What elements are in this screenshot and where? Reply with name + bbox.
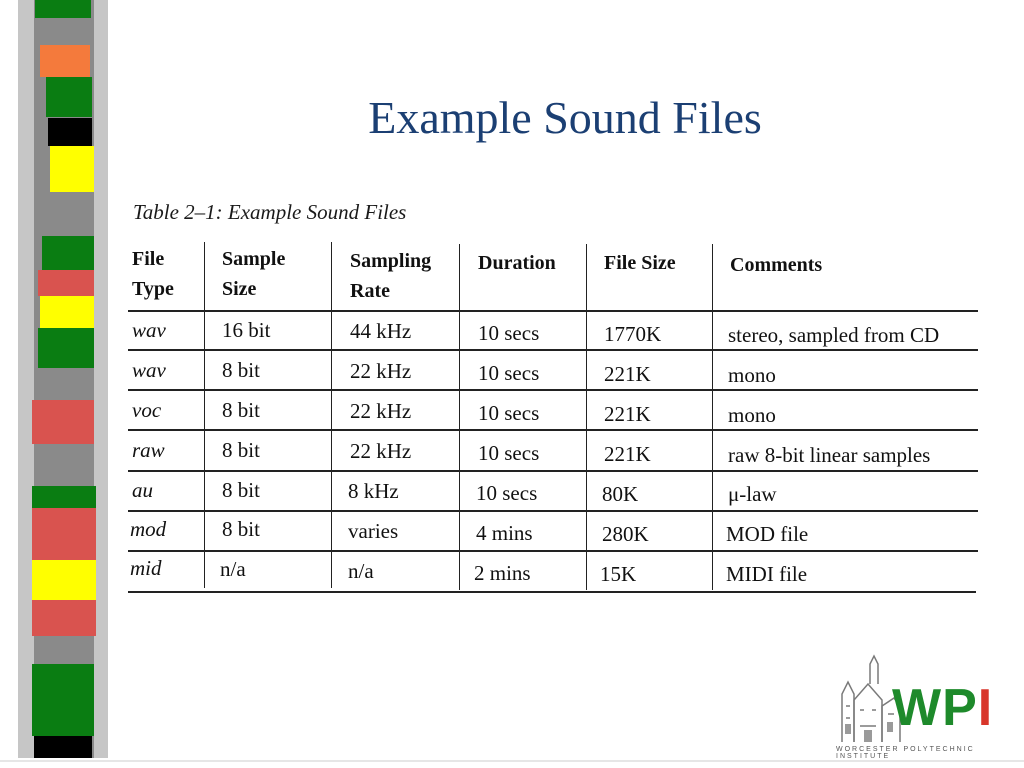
cell-duration: 10 secs: [478, 321, 540, 345]
cell-sample-size: 8 bit: [222, 478, 260, 502]
header-sampling-rate: [350, 246, 431, 306]
strip-segment-green: [46, 77, 92, 117]
cell-sampling-rate: 8 kHz: [348, 479, 399, 503]
row-rule: [128, 591, 976, 593]
cell-sample-size: 8 bit: [222, 438, 260, 462]
header-line: Sampling: [350, 250, 432, 272]
strip-segment-black: [34, 736, 92, 758]
header-line: Duration: [478, 252, 556, 274]
cell-file-type: voc: [132, 398, 162, 422]
header-comments: [730, 250, 822, 280]
cell-duration: 10 secs: [478, 401, 540, 425]
cell-sampling-rate: 44 kHz: [350, 319, 412, 343]
strip-segment-green: [32, 486, 96, 508]
row-rule: [128, 310, 978, 312]
cell-duration: 10 secs: [476, 481, 538, 505]
header-line: File: [132, 248, 165, 270]
strip-segment-red: [32, 600, 96, 636]
cell-duration: 10 secs: [478, 441, 540, 465]
strip-segment-green: [32, 664, 94, 736]
cell-file-type: mod: [130, 517, 167, 541]
header-sample-size: [222, 244, 285, 304]
row-rule: [128, 550, 978, 552]
strip-segment-black: [48, 118, 92, 146]
cell-file-size: 221K: [604, 402, 651, 426]
row-rule: [128, 349, 978, 351]
sound-files-table: [128, 242, 980, 598]
strip-segment-yellow: [50, 146, 94, 192]
slide-title: Example Sound Files: [368, 92, 762, 143]
cell-file-size: 221K: [604, 362, 651, 386]
cell-sample-size: n/a: [220, 557, 246, 581]
header-line: Type: [132, 278, 174, 300]
cell-file-size: 1770K: [604, 322, 662, 346]
cell-file-size: 280K: [602, 522, 649, 546]
header-line: Comments: [730, 254, 823, 276]
wpi-wordmark-red: I: [977, 679, 994, 737]
footer-rule: [0, 760, 1024, 762]
wpi-wordmark: [892, 680, 993, 736]
column-divider: [331, 242, 332, 588]
header-line: File Size: [604, 252, 676, 274]
header-file-type: [132, 244, 174, 304]
strip-segment-green: [35, 0, 91, 18]
header-line: Size: [222, 278, 257, 300]
strip-segment-yellow: [40, 296, 94, 328]
column-divider: [204, 242, 205, 588]
strip-segment-orange: [40, 45, 90, 77]
wpi-tagline: WORCESTER POLYTECHNIC INSTITUTE: [836, 746, 975, 760]
cell-sampling-rate: varies: [348, 519, 399, 543]
row-rule: [128, 510, 978, 512]
header-line: Rate: [350, 280, 390, 302]
cell-file-type: mid: [130, 556, 162, 580]
cell-file-type: au: [132, 478, 153, 502]
row-rule: [128, 470, 978, 472]
wpi-logo: [832, 654, 1012, 758]
column-divider: [586, 244, 587, 590]
cell-comments: stereo, sampled from CD: [728, 323, 940, 347]
cell-sampling-rate: 22 kHz: [350, 439, 412, 463]
cell-file-size: 221K: [604, 442, 651, 466]
cell-file-type: wav: [132, 318, 166, 342]
cell-comments: raw 8-bit linear samples: [728, 443, 931, 467]
cell-comments: mono: [728, 363, 776, 387]
cell-comments: mono: [728, 403, 776, 427]
table-caption: Table 2–1: Example Sound Files: [133, 200, 407, 224]
decorative-color-strip: [18, 0, 108, 758]
cell-comments: MIDI file: [726, 562, 808, 586]
cell-sample-size: 16 bit: [222, 318, 271, 342]
cell-duration: 10 secs: [478, 361, 540, 385]
column-divider: [459, 244, 460, 590]
row-rule: [128, 429, 978, 431]
header-duration: [478, 248, 556, 278]
cell-sample-size: 8 bit: [222, 358, 260, 382]
cell-comments: MOD file: [726, 522, 809, 546]
cell-comments: μ-law: [728, 482, 777, 506]
header-file-size: [604, 248, 676, 278]
cell-sample-size: 8 bit: [222, 398, 260, 422]
strip-segment-yellow: [32, 560, 96, 600]
cell-file-size: 15K: [600, 562, 637, 586]
wpi-wordmark-green: WP: [892, 679, 978, 737]
cell-sampling-rate: 22 kHz: [350, 399, 412, 423]
strip-segment-green: [42, 236, 94, 270]
strip-segment-red: [32, 508, 96, 560]
cell-sampling-rate: 22 kHz: [350, 359, 412, 383]
strip-segment-red: [32, 400, 94, 444]
cell-sampling-rate: n/a: [348, 559, 374, 583]
cell-file-type: wav: [132, 358, 166, 382]
strip-segment-red: [38, 270, 94, 296]
row-rule: [128, 389, 978, 391]
cell-sample-size: 8 bit: [222, 517, 260, 541]
cell-file-type: raw: [132, 438, 165, 462]
cell-file-size: 80K: [602, 482, 639, 506]
header-line: Sample: [222, 248, 286, 270]
strip-segment-green: [38, 328, 94, 368]
column-divider: [712, 244, 713, 590]
cell-duration: 4 mins: [476, 521, 533, 545]
cell-duration: 2 mins: [474, 561, 531, 585]
